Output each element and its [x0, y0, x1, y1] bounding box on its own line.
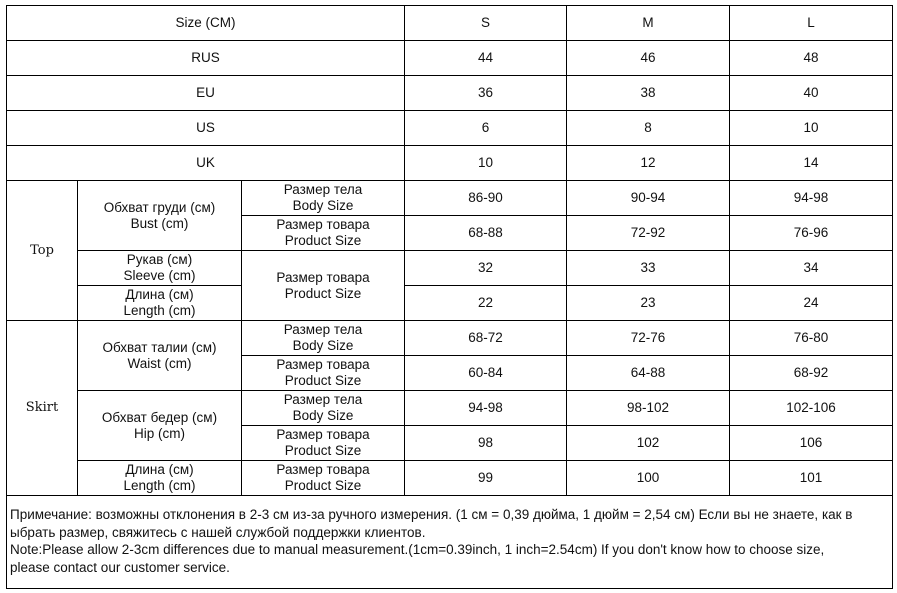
note-ru-line: Примечание: возможны отклонения в 2-3 см из-за ручного измерения. (1 см = 0,39 дюйма, 1 дюйм = 2,54 см) Если вы не знаете, как в — [10, 507, 853, 522]
table-cell: 44 — [405, 41, 567, 76]
product-size-ru: Размер товара — [276, 217, 370, 232]
body-size-en: Body Size — [292, 408, 354, 423]
measure-label-ru: Длина (см) — [125, 287, 194, 302]
table-cell: 106 — [730, 426, 893, 461]
table-cell: 46 — [567, 41, 730, 76]
table-row — [7, 76, 893, 111]
table-cell: 68-88 — [405, 216, 567, 251]
measure-label-en: Hip (cm) — [134, 425, 185, 441]
product-size-label — [242, 426, 405, 461]
size-chart-table — [6, 5, 893, 589]
body-size-en: Body Size — [292, 338, 354, 353]
table-cell: 14 — [730, 146, 893, 181]
row-label-uk: UK — [7, 146, 405, 181]
measure-label-en: Waist (cm) — [127, 355, 192, 371]
row-label-us: US — [7, 111, 405, 146]
measure-label-en: Length (cm) — [123, 478, 196, 493]
table-cell: 101 — [730, 461, 893, 496]
table-cell: 94-98 — [730, 181, 893, 216]
table-cell: 10 — [730, 111, 893, 146]
table-cell: 99 — [405, 461, 567, 496]
measurement-note — [7, 496, 893, 589]
measure-label-en: Length (cm) — [123, 303, 196, 318]
table-cell: 90-94 — [567, 181, 730, 216]
table-cell: 68-72 — [405, 321, 567, 356]
table-cell: 64-88 — [567, 356, 730, 391]
table-cell: 100 — [567, 461, 730, 496]
note-ru-line: ыбрать размер, свяжитесь с нашей службой поддержки клиентов. — [10, 524, 426, 540]
table-row — [7, 111, 893, 146]
table-cell: 94-98 — [405, 391, 567, 426]
table-cell: 8 — [567, 111, 730, 146]
row-label-rus: RUS — [7, 41, 405, 76]
product-size-ru: Размер товара — [276, 462, 370, 477]
size-cm-header: Size (CM) — [7, 6, 405, 41]
table-cell: 72-92 — [567, 216, 730, 251]
size-l-header: L — [730, 6, 893, 41]
table-cell: 32 — [405, 251, 567, 286]
size-m-header: M — [567, 6, 730, 41]
product-size-ru: Размер товара — [276, 269, 370, 285]
body-size-label — [242, 391, 405, 426]
measure-label-ru: Обхват бедер (см) — [101, 409, 218, 425]
measure-label-bust — [78, 181, 242, 251]
table-row — [7, 41, 893, 76]
measure-label-ru: Обхват талии (см) — [102, 339, 217, 355]
table-row — [7, 321, 893, 356]
table-cell: 34 — [730, 251, 893, 286]
body-size-label — [242, 181, 405, 216]
header-row — [7, 6, 893, 41]
table-cell: 6 — [405, 111, 567, 146]
measure-label-ru: Обхват груди (см) — [103, 199, 216, 215]
table-cell: 76-96 — [730, 216, 893, 251]
measure-label-hip — [78, 391, 242, 461]
measure-label-en: Sleeve (cm) — [123, 268, 196, 283]
section-label-skirt: Skirt — [7, 321, 78, 496]
table-cell: 10 — [405, 146, 567, 181]
table-row — [7, 251, 893, 286]
table-cell: 60-84 — [405, 356, 567, 391]
note-row — [7, 496, 893, 589]
body-size-ru: Размер тела — [283, 392, 363, 407]
measure-label-ru: Длина (см) — [125, 462, 194, 477]
product-size-label — [242, 356, 405, 391]
measure-label-length — [78, 286, 242, 321]
table-row — [7, 146, 893, 181]
product-size-ru: Размер товара — [276, 427, 370, 442]
measure-label-waist — [78, 321, 242, 391]
table-cell: 33 — [567, 251, 730, 286]
product-size-label — [242, 251, 405, 321]
table-cell: 72-76 — [567, 321, 730, 356]
table-cell: 12 — [567, 146, 730, 181]
measure-label-length — [78, 461, 242, 496]
product-size-en: Product Size — [284, 478, 362, 493]
row-label-eu: EU — [7, 76, 405, 111]
body-size-ru: Размер тела — [283, 182, 363, 197]
product-size-ru: Размер товара — [276, 357, 370, 372]
measure-label-ru: Рукав (см) — [126, 252, 193, 267]
body-size-en: Body Size — [292, 198, 354, 213]
table-cell: 36 — [405, 76, 567, 111]
product-size-en: Product Size — [284, 443, 362, 458]
section-label-top: Top — [7, 181, 78, 321]
product-size-en: Product Size — [284, 233, 362, 248]
table-cell: 23 — [567, 286, 730, 321]
table-cell: 38 — [567, 76, 730, 111]
measure-label-en: Bust (cm) — [130, 215, 189, 231]
body-size-ru: Размер тела — [283, 322, 363, 337]
product-size-en: Product Size — [284, 373, 362, 388]
body-size-label — [242, 321, 405, 356]
table-row — [7, 286, 893, 321]
table-row — [7, 181, 893, 216]
table-row — [7, 391, 893, 426]
note-en-line: Note:Please allow 2-3cm differences due to manual measurement.(1cm=0.39inch, 1 inch=2.54cm) If you don't know how to choose size, — [10, 542, 825, 557]
product-size-label — [242, 461, 405, 496]
table-cell: 24 — [730, 286, 893, 321]
table-cell: 98-102 — [567, 391, 730, 426]
product-size-en: Product Size — [284, 285, 362, 301]
table-cell: 102 — [567, 426, 730, 461]
table-cell: 76-80 — [730, 321, 893, 356]
note-en-line: please contact our customer service. — [10, 559, 230, 575]
table-cell: 48 — [730, 41, 893, 76]
product-size-label — [242, 216, 405, 251]
table-cell: 68-92 — [730, 356, 893, 391]
table-cell: 40 — [730, 76, 893, 111]
measure-label-sleeve — [78, 251, 242, 286]
size-s-header: S — [405, 6, 567, 41]
table-cell: 22 — [405, 286, 567, 321]
table-row — [7, 461, 893, 496]
table-cell: 102-106 — [730, 391, 893, 426]
table-cell: 86-90 — [405, 181, 567, 216]
table-cell: 98 — [405, 426, 567, 461]
